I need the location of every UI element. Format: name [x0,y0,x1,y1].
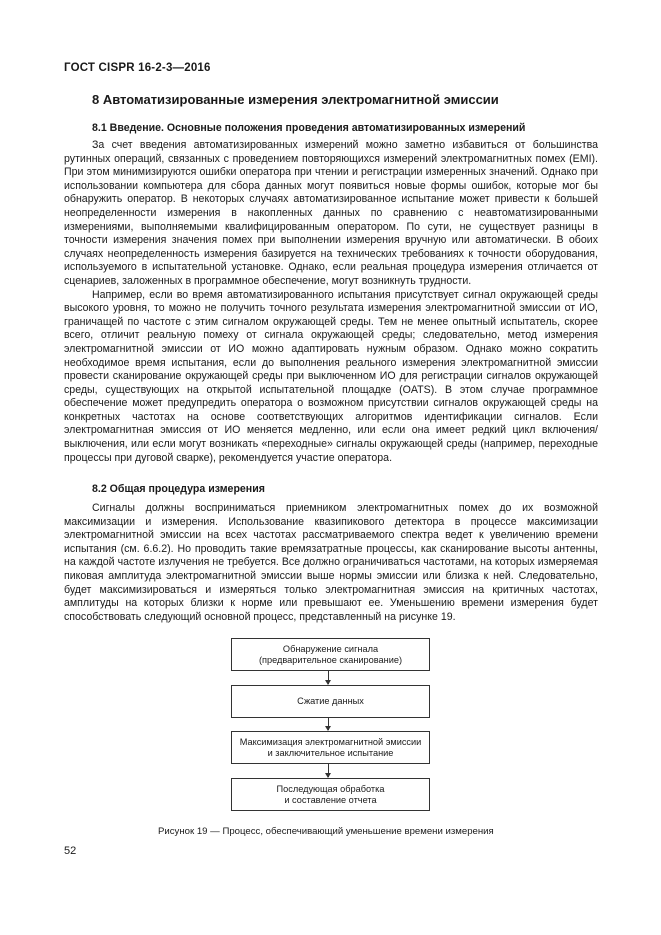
section-8-2-body [64,502,598,624]
page-number: 52 [64,845,77,857]
flow-box-line: Последующая обработка [276,783,385,794]
document-header: ГОСТ CISPR 16-2-3—2016 [64,62,211,74]
paragraph: Например, если во время автоматизированного испытания присутствует сигнал окружающей среды высокого уровня, то можно не получить точного результата измерения электромагнитной эмиссии от ИО, граничащей по частоте с этим сигналом окружающей среды. Тем не менее опытный испытатель, скорее всего, отличит реальную помеху от сигнала окружающей среды; следовательно, метод измерения электромагнитной эмиссии от ИО можно адаптировать нужным образом. Однако можно сократить необходимое время испытания, если до выполнения реального измерения электромагнитной эмиссии провести сканирование окружающей среды при выключенном ИО для регистрации сигналов окружающей среды, существующих на открытой испытательной площадке (OATS). В этом случае программное обеспечение может предупредить оператора о возможном присутствии сигналов окружающей среды на конкретных частотах на основе соответствующих алгоритмов идентификации сигналов. Если электромагнитная эмиссия от ИО меняется медленно, или если она имеет редкий цикл включения/выключения, или если могут возникать «переходные» сигналы окружающей среды (например, переходные процессы при дуговой сварке), рекомендуется участие оператора. [64,288,598,464]
paragraph: За счет введения автоматизированных измерений можно заметно избавиться от большинства рутинных операций, связанных с проведением повторяющихся измерений электромагнитных помех (EMI). При этом минимизируются ошибки оператора при чтении и регистрации измеренных значений. Однако при использовании компьютера для сбора данных могут появиться новые формы ошибок, которые мог бы обнаружить оператор. В некоторых случаях автоматизированное испытание может привести к большей неопределенности измерения в накопленных данных по сравнению с неавтоматизированными измерениями, выполняемыми квалифицированным оператором. По сути, не существует разницы в точности измерения значения помех при выполнении измерения вручную или автоматически. В обоих случаях неопределенность измерения базируется на технических требованиях к точности оборудования, используемого в испытательной установке. Однако, если реальная процедура измерения отличается от сценариев, заложенных в программное обеспечение, могут возникнуть трудности. [64,139,598,287]
subsection-title-8-2: 8.2 Общая процедура измерения [92,483,265,495]
flow-box-postprocessing [231,778,430,811]
flow-box-line: и заключительное испытание [267,747,394,758]
flow-arrow [328,718,329,730]
figure-caption: Рисунок 19 — Процесс, обеспечивающий уменьшение времени измерения [158,826,494,837]
flow-arrow [328,671,329,684]
section-8-1-body [64,139,598,465]
paragraph: Сигналы должны восприниматься приемником электромагнитных помех до их возможной максимизации и измерения. Использование квазипикового детектора в процессе максимизации электромагнитной эмиссии на всех частотах рассматриваемого спектра ведет к увеличению времени испытания (см. 6.6.2). Но проводить такие времязатратные процессы, как сканирование высоты антенны, на каждой частоте излучения не требуется. Все должно ограничиваться частотами, на которых измеряемая пиковая амплитуда электромагнитной эмиссии выше нормы эмиссии или близка к ней. Следовательно, будет максимизироваться и измеряться только электромагнитная эмиссия на критичных частотах, амплитуды на которых близки к норме или превышают ее. Уменьшению времени измерения будет способствовать следующий основной процесс, представленный на рисунке 19. [64,502,598,623]
flow-box-line: Максимизация электромагнитной эмиссии [239,736,422,747]
subsection-title-8-1: 8.1 Введение. Основные положения проведения автоматизированных измерений [92,122,526,134]
flow-box-signal-detection [231,638,430,671]
flow-box-line: (предварительное сканирование) [258,654,403,665]
flow-box-data-reduction [231,685,430,718]
flow-box-maximization [231,731,430,764]
flow-box-line: и составление отчета [284,794,377,805]
section-title: 8 Автоматизированные измерения электромагнитной эмиссии [92,92,499,107]
flow-box-line: Обнаружение сигнала [282,643,379,654]
flow-arrow [328,764,329,777]
flow-box-line: Сжатие данных [297,696,364,706]
